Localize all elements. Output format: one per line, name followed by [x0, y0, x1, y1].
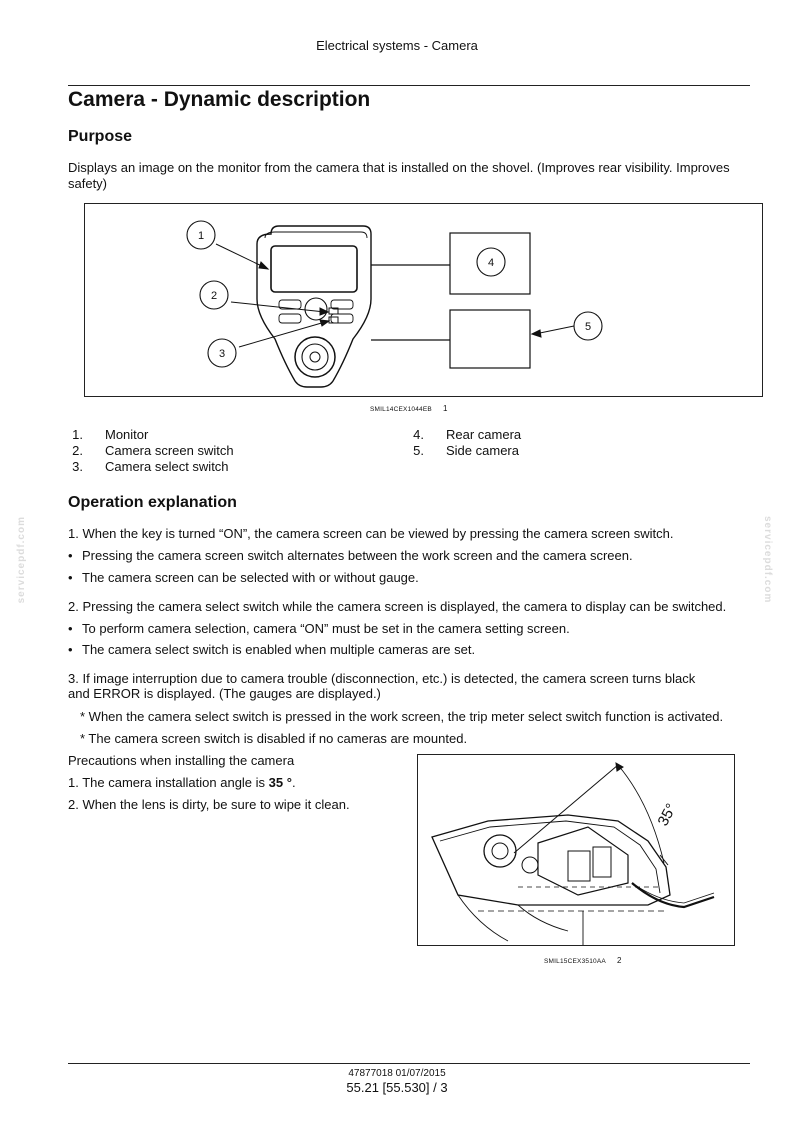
bullet-text: To perform camera selection, camera “ON” must be set in the camera setting screen.: [82, 621, 570, 636]
operation-step-2: 2. Pressing the camera select switch while the camera screen is displayed, the camera to display can be switched.: [68, 599, 727, 614]
figure-1: [84, 203, 763, 397]
footer-page-number: 55.21 [55.530] / 3: [346, 1080, 448, 1095]
callout-5: 5: [584, 321, 592, 333]
installation-angle-value: 35 °: [268, 775, 292, 790]
precaution-2: 2. When the lens is dirty, be sure to wipe it clean.: [68, 797, 350, 812]
legend-num: 2.: [72, 443, 83, 458]
bullet-item: • The camera select switch is enabled when multiple cameras are set.: [68, 642, 476, 657]
legend-item: [65, 459, 405, 475]
camera-body: [538, 827, 628, 895]
bullet-item: • The camera screen can be selected with or without gauge.: [68, 570, 419, 585]
legend-item: [406, 443, 706, 459]
legend-item: [65, 443, 405, 459]
page-title: Camera - Dynamic description: [68, 88, 371, 111]
camera-cable: [632, 883, 714, 907]
operation-heading: Operation explanation: [68, 494, 237, 511]
figure-1-drawing: [85, 204, 762, 396]
running-header: Electrical systems - Camera: [316, 38, 478, 53]
legend-label: Camera select switch: [105, 459, 229, 474]
bullet-text: The camera select switch is enabled when multiple cameras are set.: [82, 642, 476, 657]
header-rule: [68, 85, 750, 86]
purpose-heading: Purpose: [68, 128, 133, 145]
camera-housing: [432, 815, 670, 905]
legend-right: [406, 427, 706, 463]
precaution-1-text: 1. The camera installation angle is: [68, 775, 269, 790]
watermark-right: servicepdf.com: [762, 516, 773, 604]
callout-4: 4: [487, 257, 495, 269]
callout-2: 2: [210, 290, 218, 302]
angle-reference-line: [514, 765, 618, 853]
side-camera-box: [450, 310, 530, 368]
jog-dial: [295, 337, 335, 377]
purpose-text: Displays an image on the monitor from the camera that is installed on the shovel. (Improves rear visibility. Improves safety): [68, 160, 730, 191]
bullet-item: • Pressing the camera screen switch alternates between the work screen and the camera screen.: [68, 548, 633, 563]
operation-step-3-line-1: 3. If image interruption due to camera trouble (disconnection, etc.) is detected, the camera screen turns black: [68, 671, 696, 686]
footer-doc-number: 47877018 01/07/2015: [348, 1068, 446, 1079]
precaution-1-suffix: .: [291, 775, 296, 790]
operation-step-3-line-2: and ERROR is displayed. (The gauges are displayed.): [68, 686, 381, 701]
bullet-text: The camera screen can be selected with or without gauge.: [82, 570, 419, 585]
angle-label: 35°: [654, 800, 681, 829]
figure-2-drawing: [418, 755, 734, 945]
legend-label: Rear camera: [446, 427, 522, 442]
legend-item: [406, 427, 706, 443]
legend-num: 1.: [72, 427, 83, 442]
callout-3: 3: [218, 348, 226, 360]
precaution-1: [68, 775, 398, 791]
legend-num: 4.: [413, 427, 424, 442]
footer-rule: [68, 1063, 750, 1064]
note-1: * When the camera select switch is pressed in the work screen, the trip meter select switch function is activated.: [80, 709, 724, 724]
figure-1-code: SMIL14CEX1044EB: [370, 406, 432, 413]
watermark-left: servicepdf.com: [16, 516, 27, 604]
legend-label: Monitor: [105, 427, 149, 442]
bullet-item: • To perform camera selection, camera “ON” must be set in the camera setting screen.: [68, 621, 570, 636]
bullet-text: Pressing the camera screen switch alternates between the work screen and the camera screen.: [82, 548, 633, 563]
legend-item: [65, 427, 405, 443]
monitor-screen: [271, 246, 357, 292]
operation-step-1: 1. When the key is turned “ON”, the camera screen can be viewed by pressing the camera screen switch.: [68, 526, 674, 541]
legend-label: Camera screen switch: [105, 443, 234, 458]
callout-1: 1: [197, 230, 205, 242]
legend-label: Side camera: [446, 443, 519, 458]
legend-left: [65, 427, 405, 479]
figure-2: [417, 754, 735, 946]
figure-1-number: 1: [443, 404, 448, 413]
figure-2-code: SMIL15CEX3510AA: [544, 958, 606, 965]
figure-2-number: 2: [617, 956, 622, 965]
legend-num: 5.: [413, 443, 424, 458]
precautions-heading: Precautions when installing the camera: [68, 753, 295, 768]
note-2: * The camera screen switch is disabled if no cameras are mounted.: [80, 731, 468, 746]
legend-num: 3.: [72, 459, 83, 474]
